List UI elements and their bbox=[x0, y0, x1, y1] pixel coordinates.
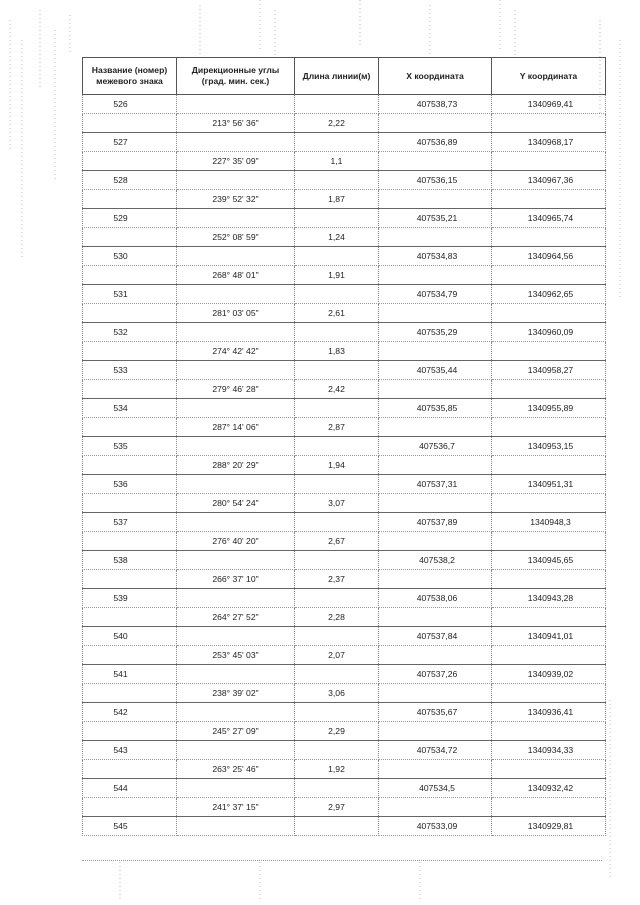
cell-length bbox=[295, 551, 379, 570]
cell-point-name bbox=[83, 532, 177, 551]
cell-angle bbox=[177, 551, 295, 570]
cell-y bbox=[492, 608, 606, 627]
cell-x: 407536,15 bbox=[379, 171, 492, 190]
table-row bbox=[83, 342, 606, 361]
cell-angle: 252° 08' 59" bbox=[177, 228, 295, 247]
cell-x: 407534,5 bbox=[379, 779, 492, 798]
cell-length bbox=[295, 665, 379, 684]
header-y: Y координата bbox=[492, 58, 606, 95]
cell-x: 407537,89 bbox=[379, 513, 492, 532]
table-row bbox=[83, 95, 606, 114]
table-row bbox=[83, 323, 606, 342]
cell-point-name: 544 bbox=[83, 779, 177, 798]
cell-angle bbox=[177, 361, 295, 380]
cell-x bbox=[379, 608, 492, 627]
cell-length bbox=[295, 513, 379, 532]
cell-angle: 239° 52' 32" bbox=[177, 190, 295, 209]
cell-y: 1340965,74 bbox=[492, 209, 606, 228]
cell-point-name: 531 bbox=[83, 285, 177, 304]
cell-angle bbox=[177, 513, 295, 532]
cell-y: 1340968,17 bbox=[492, 133, 606, 152]
cell-angle bbox=[177, 171, 295, 190]
cell-x bbox=[379, 152, 492, 171]
cell-length: 1,94 bbox=[295, 456, 379, 475]
cell-y: 1340936,41 bbox=[492, 703, 606, 722]
cell-point-name bbox=[83, 380, 177, 399]
cell-length: 1,91 bbox=[295, 266, 379, 285]
cell-point-name: 533 bbox=[83, 361, 177, 380]
cell-point-name bbox=[83, 304, 177, 323]
cell-angle: 245° 27' 09" bbox=[177, 722, 295, 741]
table-row bbox=[83, 646, 606, 665]
cell-y: 1340929,81 bbox=[492, 817, 606, 836]
cell-point-name: 541 bbox=[83, 665, 177, 684]
cell-point-name bbox=[83, 152, 177, 171]
cell-y bbox=[492, 152, 606, 171]
survey-table bbox=[82, 57, 606, 836]
cell-y: 1340943,28 bbox=[492, 589, 606, 608]
cell-point-name: 542 bbox=[83, 703, 177, 722]
cell-length bbox=[295, 703, 379, 722]
cell-length: 1,92 bbox=[295, 760, 379, 779]
cell-point-name: 539 bbox=[83, 589, 177, 608]
cell-y bbox=[492, 228, 606, 247]
cell-x bbox=[379, 266, 492, 285]
cell-length bbox=[295, 95, 379, 114]
cell-point-name: 536 bbox=[83, 475, 177, 494]
cell-angle bbox=[177, 665, 295, 684]
cell-x: 407535,85 bbox=[379, 399, 492, 418]
bottom-rule bbox=[82, 860, 602, 861]
cell-length: 2,97 bbox=[295, 798, 379, 817]
cell-y: 1340934,33 bbox=[492, 741, 606, 760]
table-row bbox=[83, 665, 606, 684]
cell-point-name bbox=[83, 342, 177, 361]
cell-angle: 264° 27' 52" bbox=[177, 608, 295, 627]
cell-point-name: 535 bbox=[83, 437, 177, 456]
cell-y: 1340951,31 bbox=[492, 475, 606, 494]
cell-x bbox=[379, 380, 492, 399]
cell-x: 407538,06 bbox=[379, 589, 492, 608]
table-row bbox=[83, 760, 606, 779]
cell-angle: 274° 42' 42" bbox=[177, 342, 295, 361]
cell-x: 407537,31 bbox=[379, 475, 492, 494]
cell-length bbox=[295, 817, 379, 836]
cell-x: 407535,29 bbox=[379, 323, 492, 342]
table-row bbox=[83, 779, 606, 798]
cell-angle: 279° 46' 28" bbox=[177, 380, 295, 399]
cell-y bbox=[492, 494, 606, 513]
cell-x: 407534,79 bbox=[379, 285, 492, 304]
cell-y: 1340945,65 bbox=[492, 551, 606, 570]
table-row bbox=[83, 171, 606, 190]
cell-length: 2,37 bbox=[295, 570, 379, 589]
cell-angle bbox=[177, 589, 295, 608]
cell-length: 1,87 bbox=[295, 190, 379, 209]
header-angle: Дирекционные углы (град. мин. сек.) bbox=[177, 58, 295, 95]
cell-point-name bbox=[83, 418, 177, 437]
cell-length bbox=[295, 323, 379, 342]
table-header-row bbox=[83, 58, 606, 95]
cell-point-name bbox=[83, 798, 177, 817]
table-row bbox=[83, 513, 606, 532]
cell-length bbox=[295, 209, 379, 228]
cell-angle: 280° 54' 24" bbox=[177, 494, 295, 513]
cell-length: 2,42 bbox=[295, 380, 379, 399]
cell-angle bbox=[177, 95, 295, 114]
cell-y: 1340941,01 bbox=[492, 627, 606, 646]
cell-length: 2,29 bbox=[295, 722, 379, 741]
table-row bbox=[83, 570, 606, 589]
cell-length: 3,07 bbox=[295, 494, 379, 513]
cell-angle: 276° 40' 20" bbox=[177, 532, 295, 551]
cell-y bbox=[492, 190, 606, 209]
table-row bbox=[83, 475, 606, 494]
cell-y: 1340958,27 bbox=[492, 361, 606, 380]
cell-y bbox=[492, 722, 606, 741]
cell-point-name bbox=[83, 760, 177, 779]
cell-x: 407536,89 bbox=[379, 133, 492, 152]
cell-angle bbox=[177, 437, 295, 456]
cell-length bbox=[295, 399, 379, 418]
table-row bbox=[83, 722, 606, 741]
table-row bbox=[83, 437, 606, 456]
cell-angle bbox=[177, 703, 295, 722]
table-row bbox=[83, 114, 606, 133]
cell-x: 407535,67 bbox=[379, 703, 492, 722]
cell-y bbox=[492, 646, 606, 665]
cell-point-name: 532 bbox=[83, 323, 177, 342]
table-row bbox=[83, 133, 606, 152]
cell-point-name: 538 bbox=[83, 551, 177, 570]
table-row bbox=[83, 741, 606, 760]
cell-length bbox=[295, 247, 379, 266]
cell-point-name: 537 bbox=[83, 513, 177, 532]
cell-angle: 227° 35' 09" bbox=[177, 152, 295, 171]
cell-x bbox=[379, 418, 492, 437]
cell-angle bbox=[177, 741, 295, 760]
cell-x: 407535,44 bbox=[379, 361, 492, 380]
cell-x: 407537,26 bbox=[379, 665, 492, 684]
header-length: Длина линии(м) bbox=[295, 58, 379, 95]
cell-point-name: 530 bbox=[83, 247, 177, 266]
cell-y bbox=[492, 684, 606, 703]
cell-y bbox=[492, 532, 606, 551]
table-row bbox=[83, 285, 606, 304]
cell-y: 1340964,56 bbox=[492, 247, 606, 266]
cell-point-name: 534 bbox=[83, 399, 177, 418]
header-x: X координата bbox=[379, 58, 492, 95]
cell-x: 407536,7 bbox=[379, 437, 492, 456]
cell-y bbox=[492, 114, 606, 133]
cell-point-name bbox=[83, 722, 177, 741]
cell-x bbox=[379, 760, 492, 779]
cell-angle bbox=[177, 817, 295, 836]
cell-y bbox=[492, 266, 606, 285]
cell-angle: 213° 56' 36" bbox=[177, 114, 295, 133]
cell-x: 407534,83 bbox=[379, 247, 492, 266]
table-row bbox=[83, 304, 606, 323]
cell-length bbox=[295, 627, 379, 646]
cell-y: 1340953,15 bbox=[492, 437, 606, 456]
table-row bbox=[83, 494, 606, 513]
table-body bbox=[83, 95, 606, 836]
cell-point-name: 528 bbox=[83, 171, 177, 190]
cell-length bbox=[295, 285, 379, 304]
cell-length: 2,61 bbox=[295, 304, 379, 323]
table-row bbox=[83, 608, 606, 627]
cell-angle: 288° 20' 29" bbox=[177, 456, 295, 475]
cell-x bbox=[379, 798, 492, 817]
cell-angle bbox=[177, 285, 295, 304]
cell-length bbox=[295, 437, 379, 456]
cell-x bbox=[379, 646, 492, 665]
cell-length: 2,67 bbox=[295, 532, 379, 551]
cell-angle bbox=[177, 209, 295, 228]
table-row bbox=[83, 361, 606, 380]
table-row bbox=[83, 817, 606, 836]
cell-length: 2,28 bbox=[295, 608, 379, 627]
cell-point-name bbox=[83, 114, 177, 133]
cell-angle bbox=[177, 247, 295, 266]
cell-length: 2,87 bbox=[295, 418, 379, 437]
cell-x bbox=[379, 684, 492, 703]
cell-point-name: 540 bbox=[83, 627, 177, 646]
cell-x bbox=[379, 494, 492, 513]
cell-angle: 253° 45' 03" bbox=[177, 646, 295, 665]
cell-point-name: 526 bbox=[83, 95, 177, 114]
cell-x bbox=[379, 190, 492, 209]
cell-point-name: 543 bbox=[83, 741, 177, 760]
cell-angle bbox=[177, 399, 295, 418]
cell-y bbox=[492, 798, 606, 817]
cell-y: 1340932,42 bbox=[492, 779, 606, 798]
cell-angle: 266° 37' 10" bbox=[177, 570, 295, 589]
cell-point-name: 527 bbox=[83, 133, 177, 152]
cell-x: 407535,21 bbox=[379, 209, 492, 228]
cell-x bbox=[379, 722, 492, 741]
cell-x bbox=[379, 532, 492, 551]
cell-y bbox=[492, 304, 606, 323]
cell-y: 1340969,41 bbox=[492, 95, 606, 114]
cell-length bbox=[295, 133, 379, 152]
cell-x: 407533,09 bbox=[379, 817, 492, 836]
cell-length: 1,1 bbox=[295, 152, 379, 171]
cell-x bbox=[379, 342, 492, 361]
cell-angle bbox=[177, 133, 295, 152]
cell-y bbox=[492, 342, 606, 361]
cell-angle: 238° 39' 02" bbox=[177, 684, 295, 703]
cell-length bbox=[295, 741, 379, 760]
cell-length: 1,24 bbox=[295, 228, 379, 247]
cell-point-name bbox=[83, 570, 177, 589]
cell-y: 1340948,3 bbox=[492, 513, 606, 532]
cell-point-name bbox=[83, 228, 177, 247]
cell-length bbox=[295, 589, 379, 608]
cell-y: 1340955,89 bbox=[492, 399, 606, 418]
cell-length: 3,06 bbox=[295, 684, 379, 703]
cell-angle: 241° 37' 15" bbox=[177, 798, 295, 817]
cell-length: 1,83 bbox=[295, 342, 379, 361]
table-row bbox=[83, 190, 606, 209]
cell-x bbox=[379, 570, 492, 589]
cell-x: 407538,2 bbox=[379, 551, 492, 570]
table-row bbox=[83, 684, 606, 703]
cell-x: 407537,84 bbox=[379, 627, 492, 646]
cell-point-name: 545 bbox=[83, 817, 177, 836]
cell-point-name bbox=[83, 684, 177, 703]
table-row bbox=[83, 247, 606, 266]
cell-angle: 281° 03' 05" bbox=[177, 304, 295, 323]
cell-length: 2,22 bbox=[295, 114, 379, 133]
cell-point-name bbox=[83, 608, 177, 627]
cell-y bbox=[492, 380, 606, 399]
cell-length bbox=[295, 475, 379, 494]
cell-point-name bbox=[83, 494, 177, 513]
cell-angle bbox=[177, 779, 295, 798]
cell-length bbox=[295, 779, 379, 798]
cell-angle bbox=[177, 627, 295, 646]
cell-point-name bbox=[83, 646, 177, 665]
cell-x bbox=[379, 456, 492, 475]
cell-angle: 263° 25' 46" bbox=[177, 760, 295, 779]
table-row bbox=[83, 152, 606, 171]
table-row bbox=[83, 627, 606, 646]
cell-point-name bbox=[83, 266, 177, 285]
table-row bbox=[83, 798, 606, 817]
cell-x bbox=[379, 228, 492, 247]
table-row bbox=[83, 418, 606, 437]
cell-x: 407534,72 bbox=[379, 741, 492, 760]
table-row bbox=[83, 589, 606, 608]
table-row bbox=[83, 456, 606, 475]
table-row bbox=[83, 399, 606, 418]
cell-point-name bbox=[83, 456, 177, 475]
table-row bbox=[83, 228, 606, 247]
cell-angle bbox=[177, 323, 295, 342]
table-row bbox=[83, 532, 606, 551]
cell-y: 1340967,36 bbox=[492, 171, 606, 190]
cell-point-name: 529 bbox=[83, 209, 177, 228]
cell-y bbox=[492, 760, 606, 779]
cell-x bbox=[379, 304, 492, 323]
cell-x: 407538,73 bbox=[379, 95, 492, 114]
cell-x bbox=[379, 114, 492, 133]
table-row bbox=[83, 703, 606, 722]
cell-y bbox=[492, 456, 606, 475]
cell-angle: 268° 48' 01" bbox=[177, 266, 295, 285]
cell-y: 1340939,02 bbox=[492, 665, 606, 684]
cell-y bbox=[492, 418, 606, 437]
cell-y: 1340960,09 bbox=[492, 323, 606, 342]
cell-point-name bbox=[83, 190, 177, 209]
table-row bbox=[83, 209, 606, 228]
cell-length bbox=[295, 361, 379, 380]
header-name: Название (номер) межевого знака bbox=[83, 58, 177, 95]
table-row bbox=[83, 266, 606, 285]
cell-angle: 287° 14' 06" bbox=[177, 418, 295, 437]
cell-angle bbox=[177, 475, 295, 494]
cell-y: 1340962,65 bbox=[492, 285, 606, 304]
table-row bbox=[83, 551, 606, 570]
cell-length bbox=[295, 171, 379, 190]
table-row bbox=[83, 380, 606, 399]
cell-length: 2,07 bbox=[295, 646, 379, 665]
cell-y bbox=[492, 570, 606, 589]
